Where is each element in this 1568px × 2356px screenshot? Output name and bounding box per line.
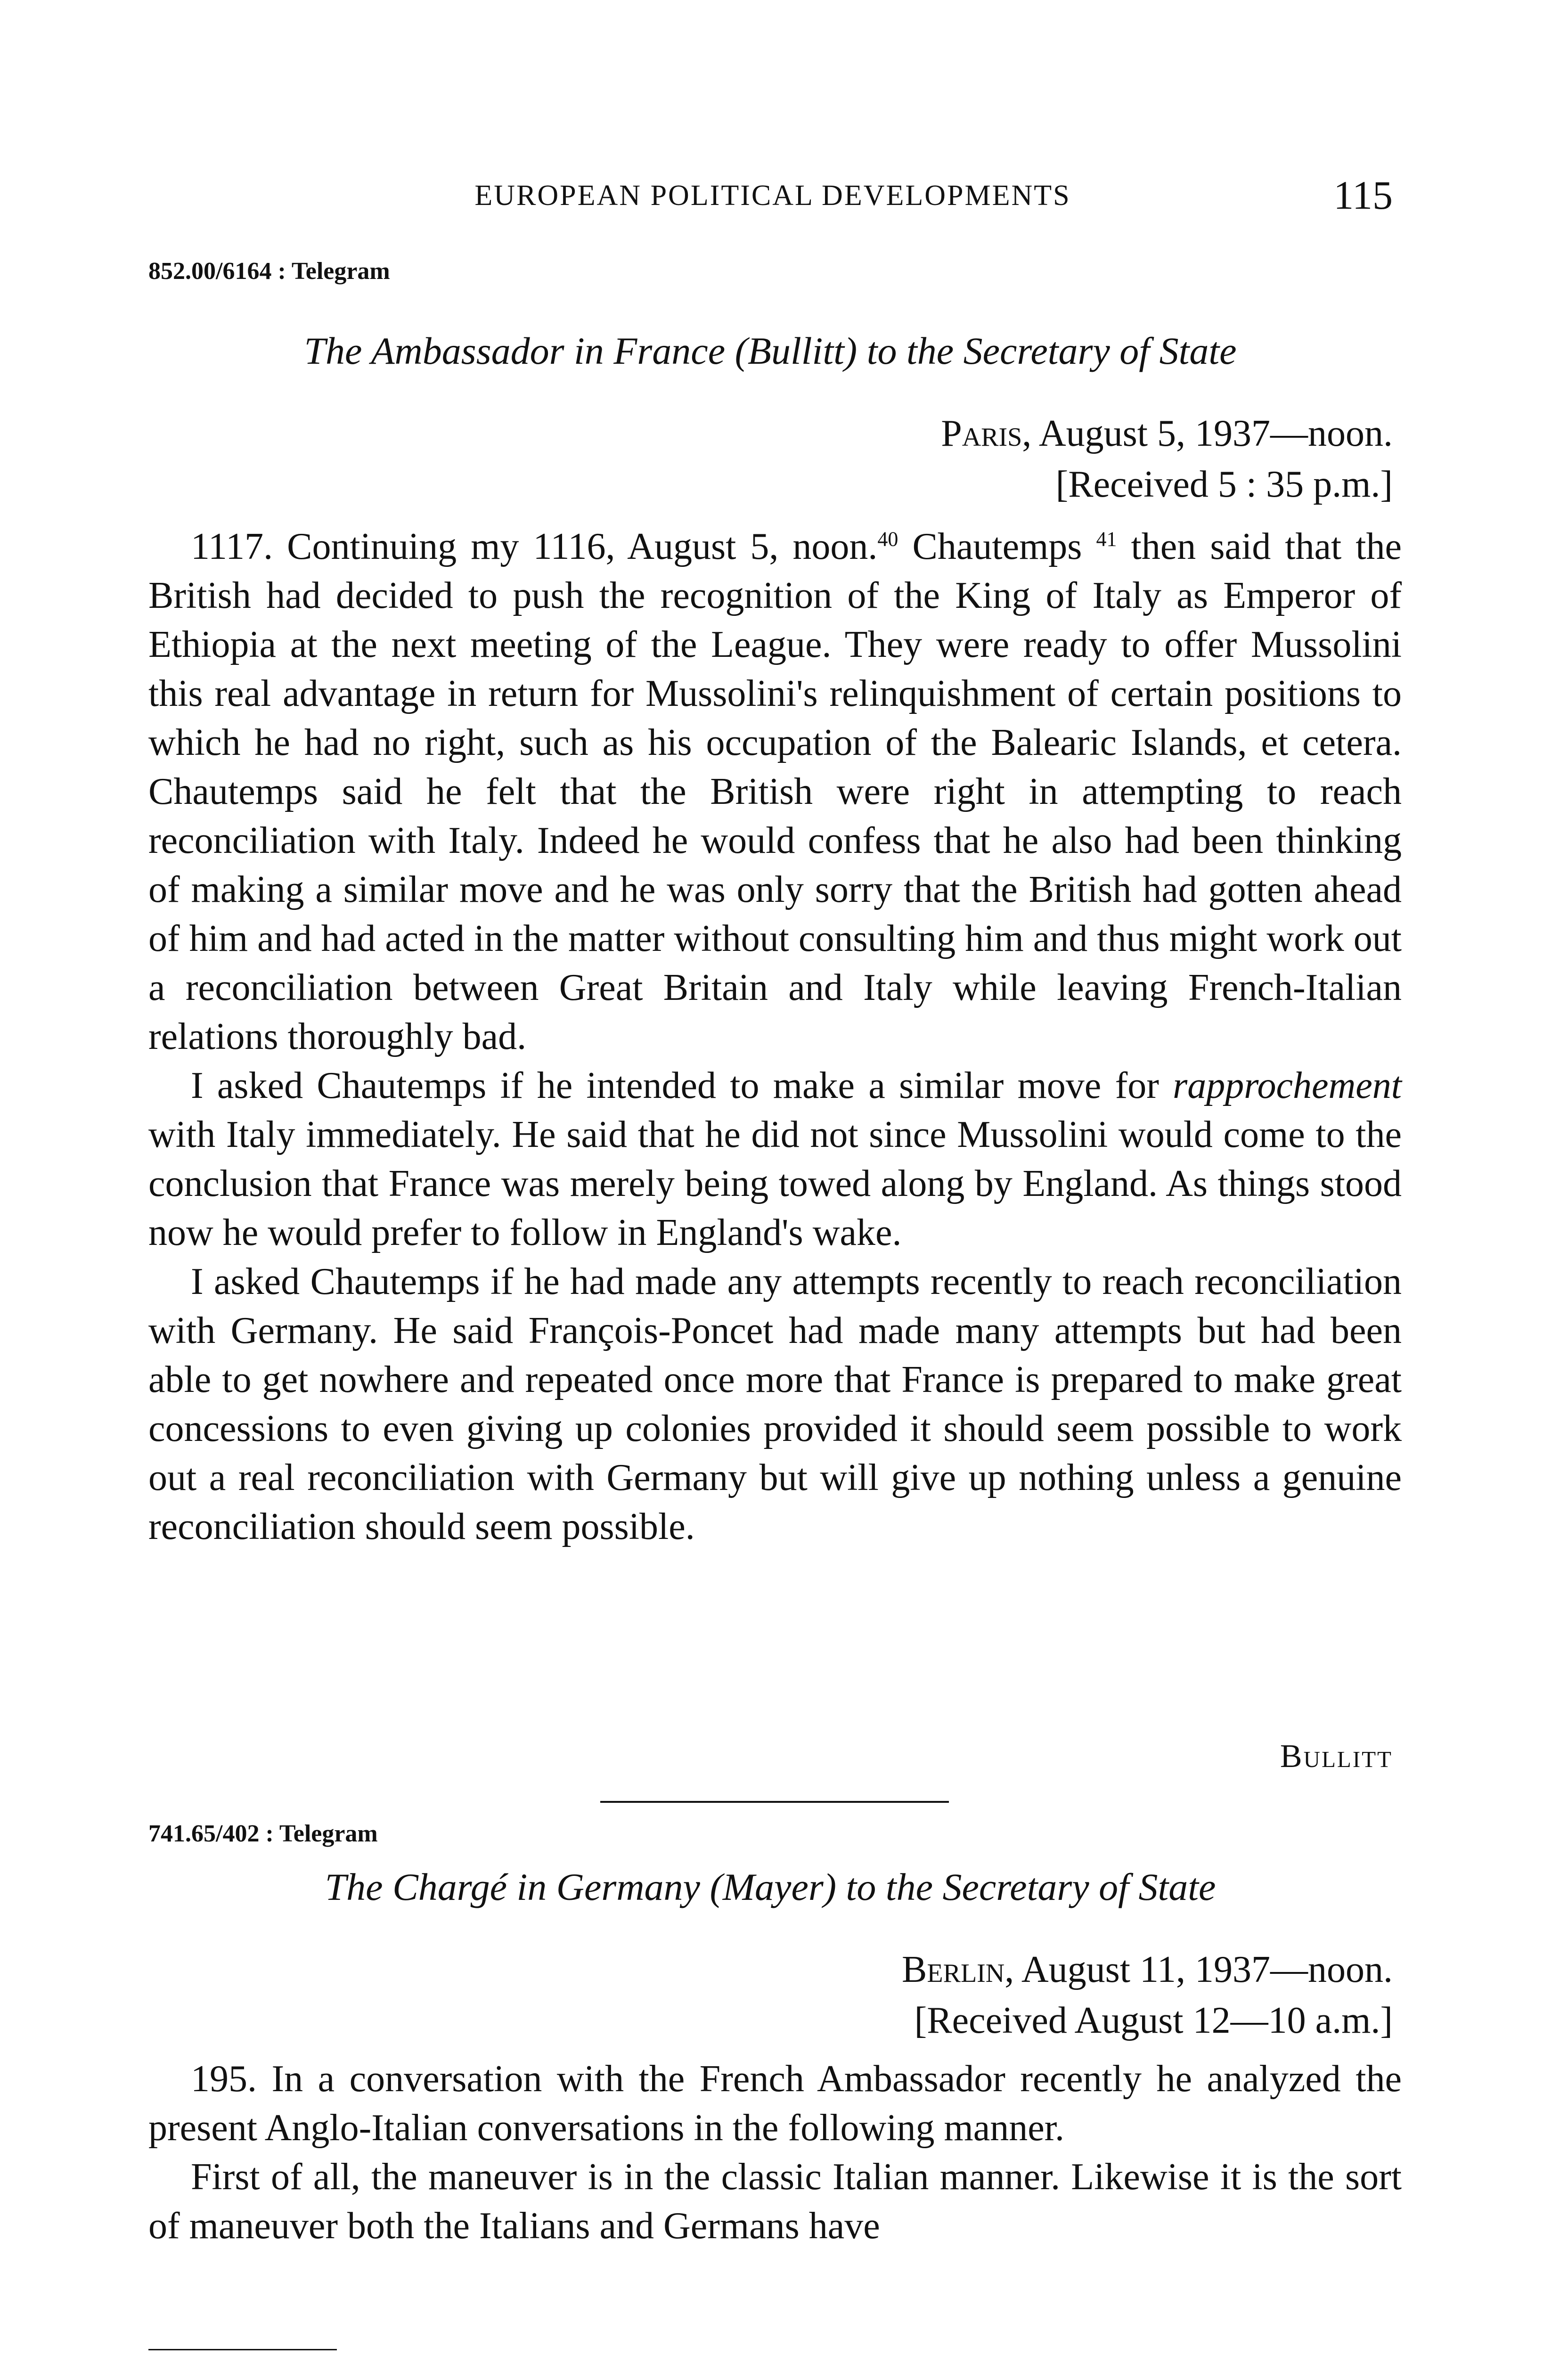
paragraph-text: then said that the British had decided to push the recognition of the King of Italy as Emperor of Ethiopia at the next meeting of the League. They were ready to offer Mussolini this real advantage in return for Mussolini's relinquishment of certain positions to which he had no right, such as his occupation of the Balearic Islands, et cetera. Chautemps said he felt that the British were right in attempting to reach reconciliation with Italy. Indeed he would confess that he also had been thinking of making a similar move and he was only sorry that the British had gotten ahead of him and had acted in the matter without consulting him and thus might work out a reconciliation between Great Britain and Italy while leaving French-Italian relations thoroughly bad. (148, 526, 1402, 1057)
footnote-divider (148, 2349, 337, 2350)
file-reference-1: 852.00/6164 : Telegram (148, 258, 390, 285)
paragraph-text: 1117. Continuing my 1116, August 5, noon. (191, 526, 878, 567)
paragraph: I asked Chautemps if he had made any attempts recently to reach reconciliation with Germany. He said François-Poncet had made many attempts but had been able to get nowhere and repeated once more that France is prepared to make great concessions to even giving up colonies provided it should seem possible to work out a real reconciliation with Germany but will give up nothing unless a genuine reconciliation should seem possible. (148, 1261, 1402, 1547)
dateline-place-2: Berlin (902, 1949, 1005, 1990)
dateline-date-2: , August 11, 1937—noon. (1004, 1949, 1393, 1990)
italic-term: rapprochement (1173, 1065, 1402, 1106)
footnote-ref-41: 41 (1096, 527, 1117, 551)
document-title-2: The Chargé in Germany (Mayer) to the Secretary of State (325, 1865, 1216, 1908)
dateline-2 (902, 1944, 1393, 2046)
document-title-1: The Ambassador in France (Bullitt) to the Secretary of State (304, 329, 1237, 372)
dateline-date-1: , August 5, 1937—noon. (1022, 413, 1393, 454)
page-number: 115 (1333, 172, 1393, 218)
signature-1: Bullitt (1280, 1738, 1393, 1775)
dateline-1 (941, 408, 1393, 510)
paragraph-text: Chautemps (898, 526, 1096, 567)
received-line-1: [Received 5 : 35 p.m.] (1055, 464, 1393, 505)
section-divider (600, 1801, 949, 1803)
paragraph (148, 1061, 1402, 1257)
received-line-2: [Received August 12—10 a.m.] (914, 2000, 1393, 2041)
paragraph: 195. In a conversation with the French Ambassador recently he analyzed the present Anglo-Italian conversations in the following manner. (148, 2058, 1402, 2149)
file-reference-2: 741.65/402 : Telegram (148, 1820, 378, 1847)
paragraph: First of all, the maneuver is in the classic Italian manner. Likewise it is the sort of maneuver both the Italians and Germans have (148, 2156, 1402, 2247)
footnote-ref-40: 40 (877, 527, 898, 551)
document-body-1 (148, 522, 1402, 1551)
running-head: EUROPEAN POLITICAL DEVELOPMENTS (474, 180, 1071, 212)
document-body-2 (148, 2054, 1402, 2250)
paragraph-text: I asked Chautemps if he intended to make a similar move for (191, 1065, 1173, 1106)
paragraph (148, 522, 1402, 1061)
paragraph-text: with Italy immediately. He said that he did not since Mussolini would come to the conclusion that France was merely being towed along by England. As things stood now he would prefer to follow in England's wake. (148, 1114, 1402, 1253)
dateline-place-1: Paris (941, 413, 1022, 454)
